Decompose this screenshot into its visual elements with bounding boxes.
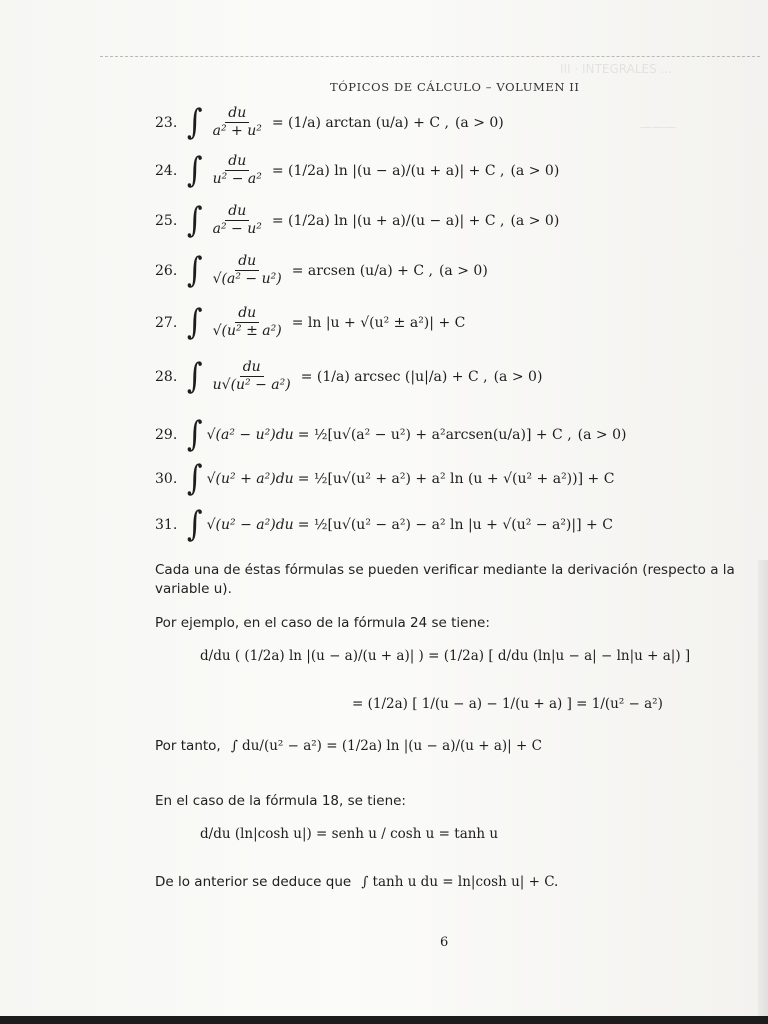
formula-26 — [155, 250, 488, 291]
integrand: √(u² + a²)du — [206, 471, 294, 487]
condition: (a > 0) — [510, 212, 560, 229]
formula-27 — [155, 302, 471, 343]
derivative-line-1: d/du ( (1/2a) ln |(u − a)/(u + a)| ) = (1/2a) [ d/du (ln|u − a| − ln|u + a|) ] — [200, 648, 691, 664]
formula-30 — [155, 458, 615, 499]
conclusion-formula: ∫ tanh u du = ln|cosh u| + C. — [361, 874, 559, 890]
bleed-through-text: ——— — [640, 120, 676, 134]
integral-sign: ∫ — [187, 504, 203, 545]
formula-number: 29. — [155, 427, 178, 443]
derivative-line-2: = (1/2a) [ 1/(u − a) − 1/(u + a) ] = 1/(u² − a²) — [352, 696, 663, 712]
formula-number: 25. — [155, 212, 178, 229]
condition: (a > 0) — [510, 162, 560, 179]
formula-number: 27. — [155, 314, 178, 331]
integrand-fraction: $\frac{du}{\text{a² + u²}}$ — [212, 105, 262, 140]
condition: (a > 0) — [493, 368, 543, 385]
derivative-18: d/du (ln|cosh u|) = senh u / cosh u = tanh u — [200, 826, 499, 842]
right-side: = ½[u√(u² − a²) − a² ln |u + √(u² − a²)|] + C — [297, 517, 613, 533]
right-side: = arcsen (u/a) + C , — [291, 262, 433, 279]
integral-sign: ∫ — [187, 102, 203, 143]
top-divider — [100, 56, 760, 57]
integrand-fraction: $\frac{du}{\text{√(u² ± a²)}}$ — [212, 305, 282, 340]
formula-31 — [155, 504, 613, 545]
integrand-fraction: $\frac{du}{\text{√(a² − u²)}}$ — [212, 253, 282, 288]
page-edge-shadow — [758, 560, 768, 1024]
integral-sign: ∫ — [187, 356, 203, 397]
bleed-through-text: III · INTEGRALES ... — [560, 62, 672, 76]
integrand-fraction: $\frac{du}{\text{u² − a²}}$ — [212, 153, 262, 188]
condition: (a > 0) — [438, 262, 488, 279]
integrand-fraction: $\frac{du}{\text{u√(u² − a²)}}$ — [212, 359, 291, 394]
por-tanto-row — [155, 738, 542, 754]
formula-number: 31. — [155, 517, 178, 533]
right-side: = ½[u√(u² + a²) + a² ln (u + √(u² + a²))] + C — [297, 471, 615, 487]
right-side: = (1/a) arcsec (|u|/a) + C , — [300, 368, 488, 385]
integrand: √(u² − a²)du — [206, 517, 294, 533]
formula-number: 26. — [155, 262, 178, 279]
integral-sign: ∫ — [187, 458, 203, 499]
conclusion-label: De lo anterior se deduce que — [155, 874, 352, 890]
integral-sign: ∫ — [187, 302, 203, 343]
right-side: = (1/2a) ln |(u − a)/(u + a)| + C , — [271, 162, 505, 179]
formula-28 — [155, 356, 543, 397]
formula-number: 28. — [155, 368, 178, 385]
paragraph-verification: Cada una de éstas fórmulas se pueden verificar mediante la derivación (respecto a la variable u). — [155, 562, 735, 597]
formula-number: 23. — [155, 114, 178, 131]
formula-24 — [155, 150, 560, 191]
page-header: TÓPICOS DE CÁLCULO – VOLUMEN II — [330, 80, 580, 94]
paragraph-example-18: En el caso de la fórmula 18, se tiene: — [155, 793, 406, 809]
conclusion-row — [155, 874, 558, 890]
formula-number: 24. — [155, 162, 178, 179]
scan-bottom-border — [0, 1016, 768, 1024]
right-side: = ln |u + √(u² ± a²)| + C — [291, 314, 466, 331]
right-side: = ½[u√(a² − u²) + a²arcsen(u/a)] + C , — [297, 427, 572, 443]
integrand: √(a² − u²)du — [206, 427, 294, 443]
right-side: = (1/2a) ln |(u + a)/(u − a)| + C , — [271, 212, 505, 229]
condition: (a > 0) — [454, 114, 504, 131]
integral-sign: ∫ — [187, 150, 203, 191]
right-side: = (1/a) arctan (u/a) + C , — [271, 114, 449, 131]
integral-sign: ∫ — [187, 250, 203, 291]
page-number: 6 — [440, 935, 449, 950]
por-tanto-label: Por tanto, — [155, 738, 221, 754]
paragraph-example-24: Por ejemplo, en el caso de la fórmula 24 se tiene: — [155, 615, 490, 631]
formula-29 — [155, 414, 627, 455]
integral-sign: ∫ — [187, 414, 203, 455]
formula-25 — [155, 200, 560, 241]
integrand-fraction: $\frac{du}{\text{a² − u²}}$ — [212, 203, 262, 238]
condition: (a > 0) — [577, 427, 627, 443]
formula-number: 30. — [155, 471, 178, 487]
por-tanto-formula: ∫ du/(u² − a²) = (1/2a) ln |(u − a)/(u + a)| + C — [230, 738, 542, 754]
integral-sign: ∫ — [187, 200, 203, 241]
formula-23 — [155, 102, 504, 143]
